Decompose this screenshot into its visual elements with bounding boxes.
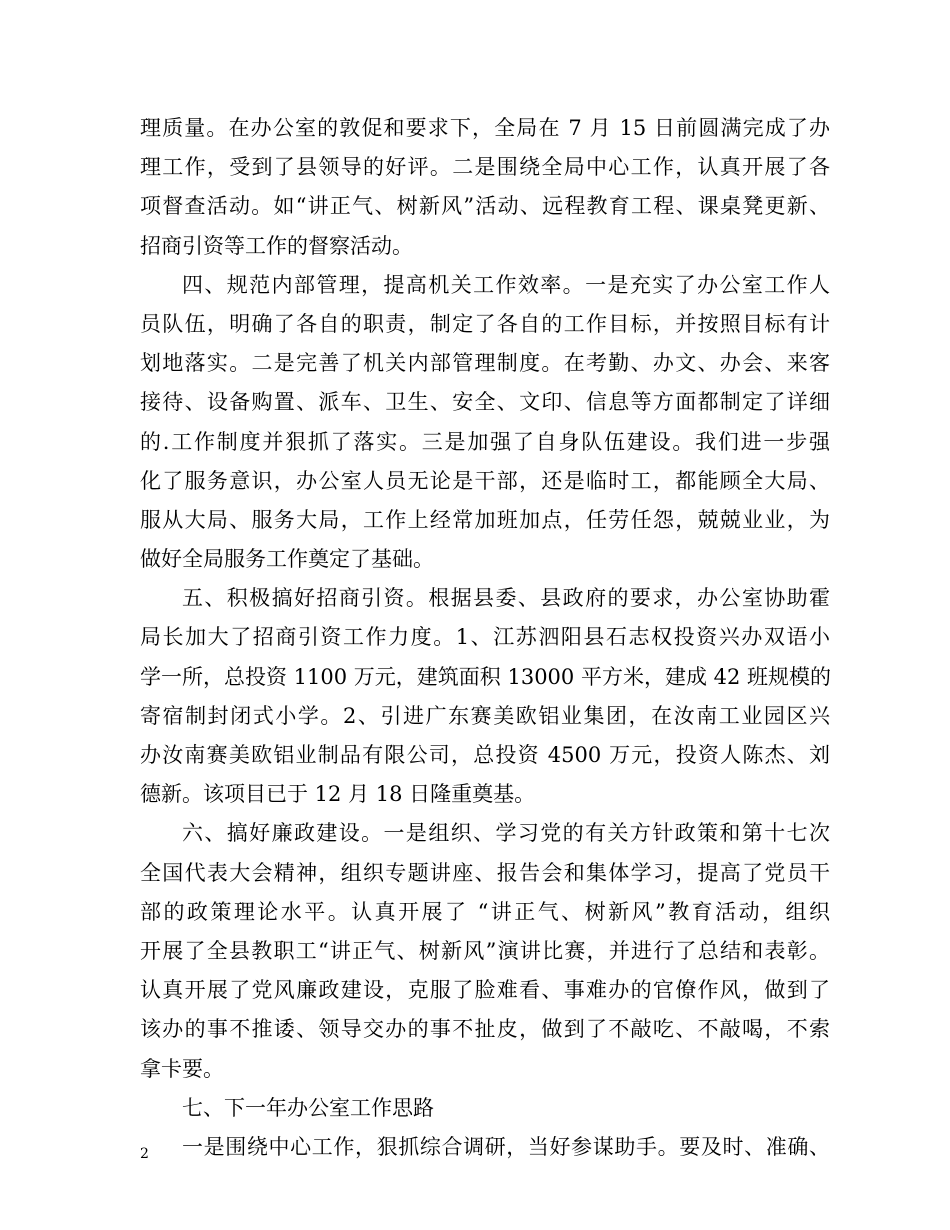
text-line: 开展了全县教职工“讲正气、树新风”演讲比赛，并进行了总结和表彰。 bbox=[140, 938, 830, 963]
text-line: 认真开展了党风廉政建设，克服了脸难看、事难办的官僚作风，做到了 bbox=[140, 978, 830, 1003]
text-line: 该办的事不推诿、领导交办的事不扯皮，做到了不敲吃、不敲喝，不索 bbox=[140, 1017, 830, 1042]
text-line: 六、搞好廉政建设。一是组织、学习党的有关方针政策和第十七次 bbox=[182, 821, 830, 846]
text-line: 理质量。在办公室的敦促和要求下，全局在 7 月 15 日前圆满完成了办 bbox=[140, 116, 830, 140]
text-line: 划地落实。二是完善了机关内部管理制度。在考勤、办文、办会、来客 bbox=[140, 351, 830, 376]
text-line: 寄宿制封闭式小学。2、引进广东赛美欧铝业集团，在汝南工业园区兴 bbox=[140, 703, 830, 728]
text-line: 一是围绕中心工作，狠抓综合调研，当好参谋助手。要及时、准确、 bbox=[182, 1134, 830, 1159]
text-line: 的.工作制度并狠抓了落实。三是加强了自身队伍建设。我们进一步强 bbox=[140, 429, 830, 454]
text-line: 四、规范内部管理，提高机关工作效率。一是充实了办公室工作人 bbox=[182, 272, 830, 297]
text-line: 全国代表大会精神，组织专题讲座、报告会和集体学习，提高了党员干 bbox=[140, 860, 830, 885]
body-text bbox=[140, 109, 830, 1167]
text-line: 局长加大了招商引资工作力度。1、江苏泗阳县石志权投资兴办双语小 bbox=[140, 625, 830, 650]
text-line: 理工作，受到了县领导的好评。二是围绕全局中心工作，认真开展了各 bbox=[140, 155, 830, 180]
text-line: 部的政策理论水平。认真开展了 “讲正气、树新风”教育活动，组织 bbox=[140, 899, 830, 924]
text-line: 办汝南赛美欧铝业制品有限公司，总投资 4500 万元，投资人陈杰、刘 bbox=[140, 743, 830, 767]
text-line: 员队伍，明确了各自的职责，制定了各自的工作目标，并按照目标有计 bbox=[140, 311, 830, 336]
text-line: 接待、设备购置、派车、卫生、安全、文印、信息等方面都制定了详细 bbox=[140, 390, 830, 415]
text-line: 项督查活动。如“讲正气、树新风”活动、远程教育工程、课桌凳更新、 bbox=[140, 194, 830, 219]
text-line: 拿卡要。 bbox=[140, 1056, 224, 1081]
text-line: 招商引资等工作的督察活动。 bbox=[140, 233, 413, 258]
text-line: 七、下一年办公室工作思路 bbox=[182, 1095, 434, 1120]
text-line: 服从大局、服务大局，工作上经常加班加点，任劳任怨，兢兢业业，为 bbox=[140, 507, 830, 532]
text-line: 化了服务意识，办公室人员无论是干部，还是临时工，都能顾全大局、 bbox=[140, 468, 830, 493]
text-line: 德新。该项目已于 12 月 18 日隆重奠基。 bbox=[140, 782, 536, 807]
text-line: 五、积极搞好招商引资。根据县委、县政府的要求，办公室协助霍 bbox=[182, 586, 830, 611]
page-number: 2 bbox=[140, 1146, 149, 1162]
text-line: 做好全局服务工作奠定了基础。 bbox=[140, 547, 434, 572]
text-line: 学一所，总投资 1100 万元，建筑面积 13000 平方米，建成 42 班规模的 bbox=[140, 664, 832, 689]
